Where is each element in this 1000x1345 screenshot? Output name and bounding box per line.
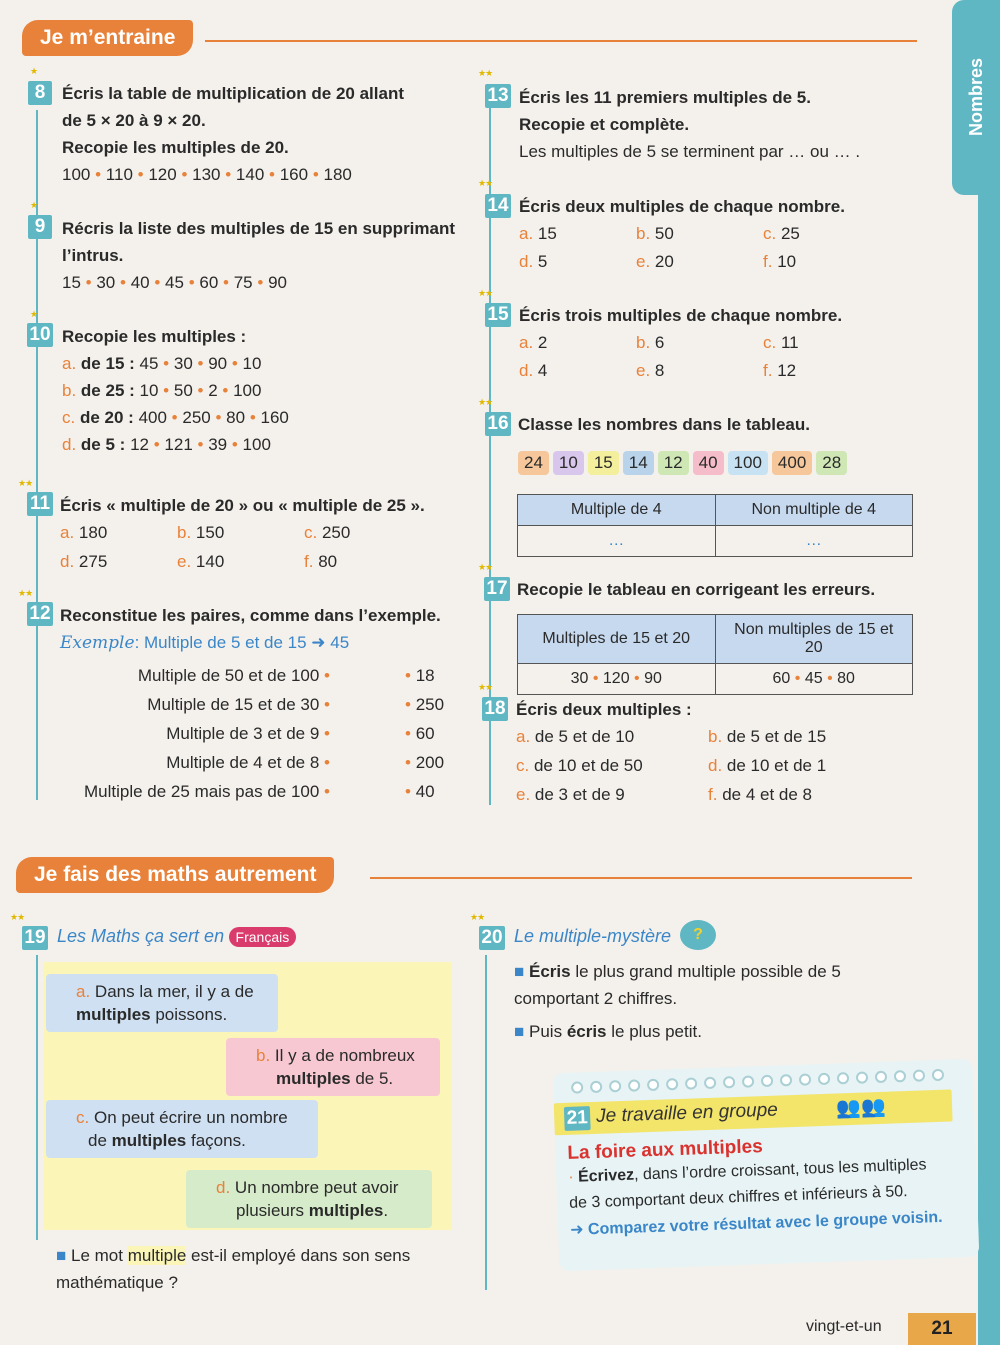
exercise-number: 11 <box>27 492 53 516</box>
number-tile[interactable]: 14 <box>623 451 654 475</box>
exercise-number: 10 <box>27 323 53 347</box>
sentence-card[interactable]: a. Dans la mer, il y a de multiples poissons. <box>46 974 278 1032</box>
ex15-title: Écris trois multiples de chaque nombre. <box>519 306 843 325</box>
ex21-title: Je travaille en groupe <box>595 1099 779 1127</box>
ex17-table <box>517 614 913 695</box>
ex13-line3: Les multiples de 5 se terminent par … ou … . <box>519 142 861 161</box>
column-guide-right <box>485 955 487 1290</box>
ex12-right-column <box>405 662 475 805</box>
exercise-number: 20 <box>479 926 505 950</box>
section-divider <box>205 40 917 42</box>
chapter-tab-label: Nombres <box>965 58 986 137</box>
ex21-subtitle: La foire aux multiples <box>567 1136 764 1164</box>
column-guide-left <box>36 110 38 800</box>
table-header: Non multiple de 4 <box>715 495 913 526</box>
ex21-compare: ➜ Comparez votre résultat avec le groupe voisin. <box>569 1208 943 1239</box>
number-tile[interactable]: 15 <box>588 451 619 475</box>
table-header: Multiples de 15 et 20 <box>518 615 716 664</box>
pair-left[interactable]: Multiple de 50 et de 100 • <box>137 666 330 685</box>
sentence-card[interactable]: b. Il y a de nombreux multiples de 5. <box>226 1038 440 1096</box>
exercise-number: 8 <box>28 81 52 105</box>
exercise-number: 12 <box>27 602 53 626</box>
ex16-tiles <box>518 451 938 475</box>
pair-right[interactable]: • 18 <box>405 666 435 685</box>
exercise-number: 14 <box>485 194 511 218</box>
exercise-14 <box>519 193 939 276</box>
ex9-line2: l’intrus. <box>62 246 124 265</box>
number-tile[interactable]: 40 <box>693 451 724 475</box>
group-work-card <box>553 1059 980 1272</box>
page-number-words: vingt-et-un <box>806 1318 882 1335</box>
exercise-9 <box>62 215 472 296</box>
subject-badge: Français <box>229 927 297 947</box>
table-cell[interactable]: 30 • 120 • 90 <box>518 664 716 695</box>
ex16-table <box>517 494 913 557</box>
section-divider <box>370 877 912 879</box>
difficulty-stars: ★ <box>30 309 38 319</box>
difficulty-stars: ★★ <box>478 562 493 572</box>
pair-left[interactable]: Multiple de 4 et de 8 • <box>166 753 330 772</box>
exercise-number: 19 <box>22 926 48 950</box>
exercise-number: 17 <box>484 577 510 601</box>
ex9-line1: Récris la liste des multiples de 15 en supprimant <box>62 219 456 238</box>
pair-right[interactable]: • 200 <box>405 753 445 772</box>
section-title-other: Je fais des maths autrement <box>16 857 334 893</box>
table-cell[interactable]: … <box>518 526 716 557</box>
ex16-title: Classe les nombres dans le tableau. <box>518 415 810 434</box>
ex8-line2: de 5 × 20 à 9 × 20. <box>62 111 206 130</box>
ex19-question: ■ Le mot multiple est-il employé dans son sens mathématique ? <box>56 1246 411 1292</box>
ex18-row: c. de 10 et de 50 d. de 10 et de 1 <box>516 756 827 775</box>
difficulty-stars: ★★ <box>470 912 485 922</box>
ex18-title: Écris deux multiples : <box>516 700 692 719</box>
sentence-card[interactable]: c. On peut écrire un nombre de multiples façons. <box>46 1100 318 1158</box>
exercise-number: 13 <box>485 84 511 108</box>
table-header: Multiple de 4 <box>518 495 716 526</box>
ex15-row: a. 2 b. 6 c. 11 <box>519 333 799 352</box>
ex10-item: d. de 5 : 12 • 121 • 39 • 100 <box>62 435 271 454</box>
exercise-8 <box>62 80 472 188</box>
ex8-line3: Recopie les multiples de 20. <box>62 138 289 157</box>
number-tile[interactable]: 12 <box>658 451 689 475</box>
pair-left[interactable]: Multiple de 25 mais pas de 100 • <box>84 782 330 801</box>
ex10-item: b. de 25 : 10 • 50 • 2 • 100 <box>62 381 262 400</box>
section-title-train: Je m’entraine <box>22 20 193 56</box>
ex19-title-row <box>57 926 296 947</box>
pair-left[interactable]: Multiple de 15 et de 30 • <box>147 695 330 714</box>
ex14-row: d. 5 e. 20 f. 10 <box>519 252 797 271</box>
ex8-values: 100 • 110 • 120 • 130 • 140 • 160 • 180 <box>62 165 352 184</box>
ex9-values: 15 • 30 • 40 • 45 • 60 • 75 • 90 <box>62 273 287 292</box>
ex21-instruction-2: de 3 comportant deux chiffres et inférieurs à 50. <box>568 1183 908 1212</box>
difficulty-stars: ★★ <box>478 397 493 407</box>
ex10-item: a. de 15 : 45 • 30 • 90 • 10 <box>62 354 262 373</box>
table-cell[interactable]: 60 • 45 • 80 <box>715 664 913 695</box>
number-tile[interactable]: 400 <box>772 451 812 475</box>
question-bubble-icon: ? <box>680 920 716 950</box>
page-edge-strip <box>978 0 1000 1345</box>
ex14-row: a. 15 b. 50 c. 25 <box>519 224 800 243</box>
exercise-20: ■ Écris le plus grand multiple possible de 5 comportant 2 chiffres. ■ Puis écris le plus petit. <box>514 962 841 1041</box>
difficulty-stars: ★★ <box>478 288 493 298</box>
exercise-13 <box>519 84 939 165</box>
difficulty-stars: ★★ <box>18 478 33 488</box>
ex21-instruction: · Écrivez, dans l’ordre croissant, tous les multiples <box>568 1156 927 1186</box>
ex20-title: Le multiple-mystère <box>514 926 672 946</box>
exercise-11 <box>60 492 470 577</box>
column-guide-left <box>36 955 38 1240</box>
exercise-18 <box>516 696 936 810</box>
ex10-item: c. de 20 : 400 • 250 • 80 • 160 <box>62 408 289 427</box>
ex12-left-column <box>40 662 330 805</box>
number-tile[interactable]: 10 <box>553 451 584 475</box>
exercise-10 <box>62 323 472 458</box>
difficulty-stars: ★ <box>30 200 38 210</box>
page-number: 21 <box>908 1313 976 1345</box>
difficulty-stars: ★★ <box>478 178 493 188</box>
ex17-title: Recopie le tableau en corrigeant les erreurs. <box>517 580 876 599</box>
pair-right[interactable]: • 60 <box>405 724 435 743</box>
difficulty-stars: ★★ <box>10 912 25 922</box>
exercise-number: 18 <box>482 697 508 721</box>
pair-right[interactable]: • 40 <box>405 782 435 801</box>
table-cell[interactable]: … <box>715 526 913 557</box>
ex15-row: d. 4 e. 8 f. 12 <box>519 361 797 380</box>
exercise-15 <box>519 302 939 385</box>
difficulty-stars: ★★ <box>18 588 33 598</box>
ex14-title: Écris deux multiples de chaque nombre. <box>519 197 845 216</box>
exercise-12 <box>60 602 480 657</box>
difficulty-stars: ★★ <box>478 682 493 692</box>
ex13-line1: Écris les 11 premiers multiples de 5. <box>519 88 811 107</box>
exercise-number: 21 <box>564 1106 591 1131</box>
difficulty-stars: ★★ <box>478 68 493 78</box>
ex12-title: Reconstitue les paires, comme dans l’exemple. <box>60 606 441 625</box>
number-tile[interactable]: 24 <box>518 451 549 475</box>
ex10-title: Recopie les multiples : <box>62 327 247 346</box>
group-icon: 👥👥 <box>835 1095 887 1120</box>
ex11-title: Écris « multiple de 20 » ou « multiple de 25 ». <box>60 496 425 515</box>
ex11-row: d. 275 e. 140 f. 80 <box>60 552 338 571</box>
exercise-number: 16 <box>485 412 511 436</box>
ex13-line2: Recopie et complète. <box>519 115 690 134</box>
pair-left[interactable]: Multiple de 3 et de 9 • <box>166 724 330 743</box>
exercise-number: 9 <box>28 215 52 239</box>
exercise-number: 15 <box>485 303 511 327</box>
ex8-line1: Écris la table de multiplication de 20 allant <box>62 84 404 103</box>
number-tile[interactable]: 100 <box>728 451 768 475</box>
ex18-row: e. de 3 et de 9 f. de 4 et de 8 <box>516 785 812 804</box>
difficulty-stars: ★ <box>30 66 38 76</box>
chapter-tab[interactable] <box>952 0 1000 195</box>
ex11-row: a. 180 b. 150 c. 250 <box>60 523 351 542</box>
ex18-row: a. de 5 et de 10 b. de 5 et de 15 <box>516 727 827 746</box>
table-header: Non multiples de 15 et 20 <box>715 615 913 664</box>
ex19-title: Les Maths ça sert en <box>57 926 225 946</box>
sentence-card[interactable]: d. Un nombre peut avoir plusieurs multiples. <box>186 1170 432 1228</box>
number-tile[interactable]: 28 <box>816 451 847 475</box>
ex12-example: Exemple: Multiple de 5 et de 15 ➜ 45 <box>60 633 350 653</box>
pair-right[interactable]: • 250 <box>405 695 445 714</box>
